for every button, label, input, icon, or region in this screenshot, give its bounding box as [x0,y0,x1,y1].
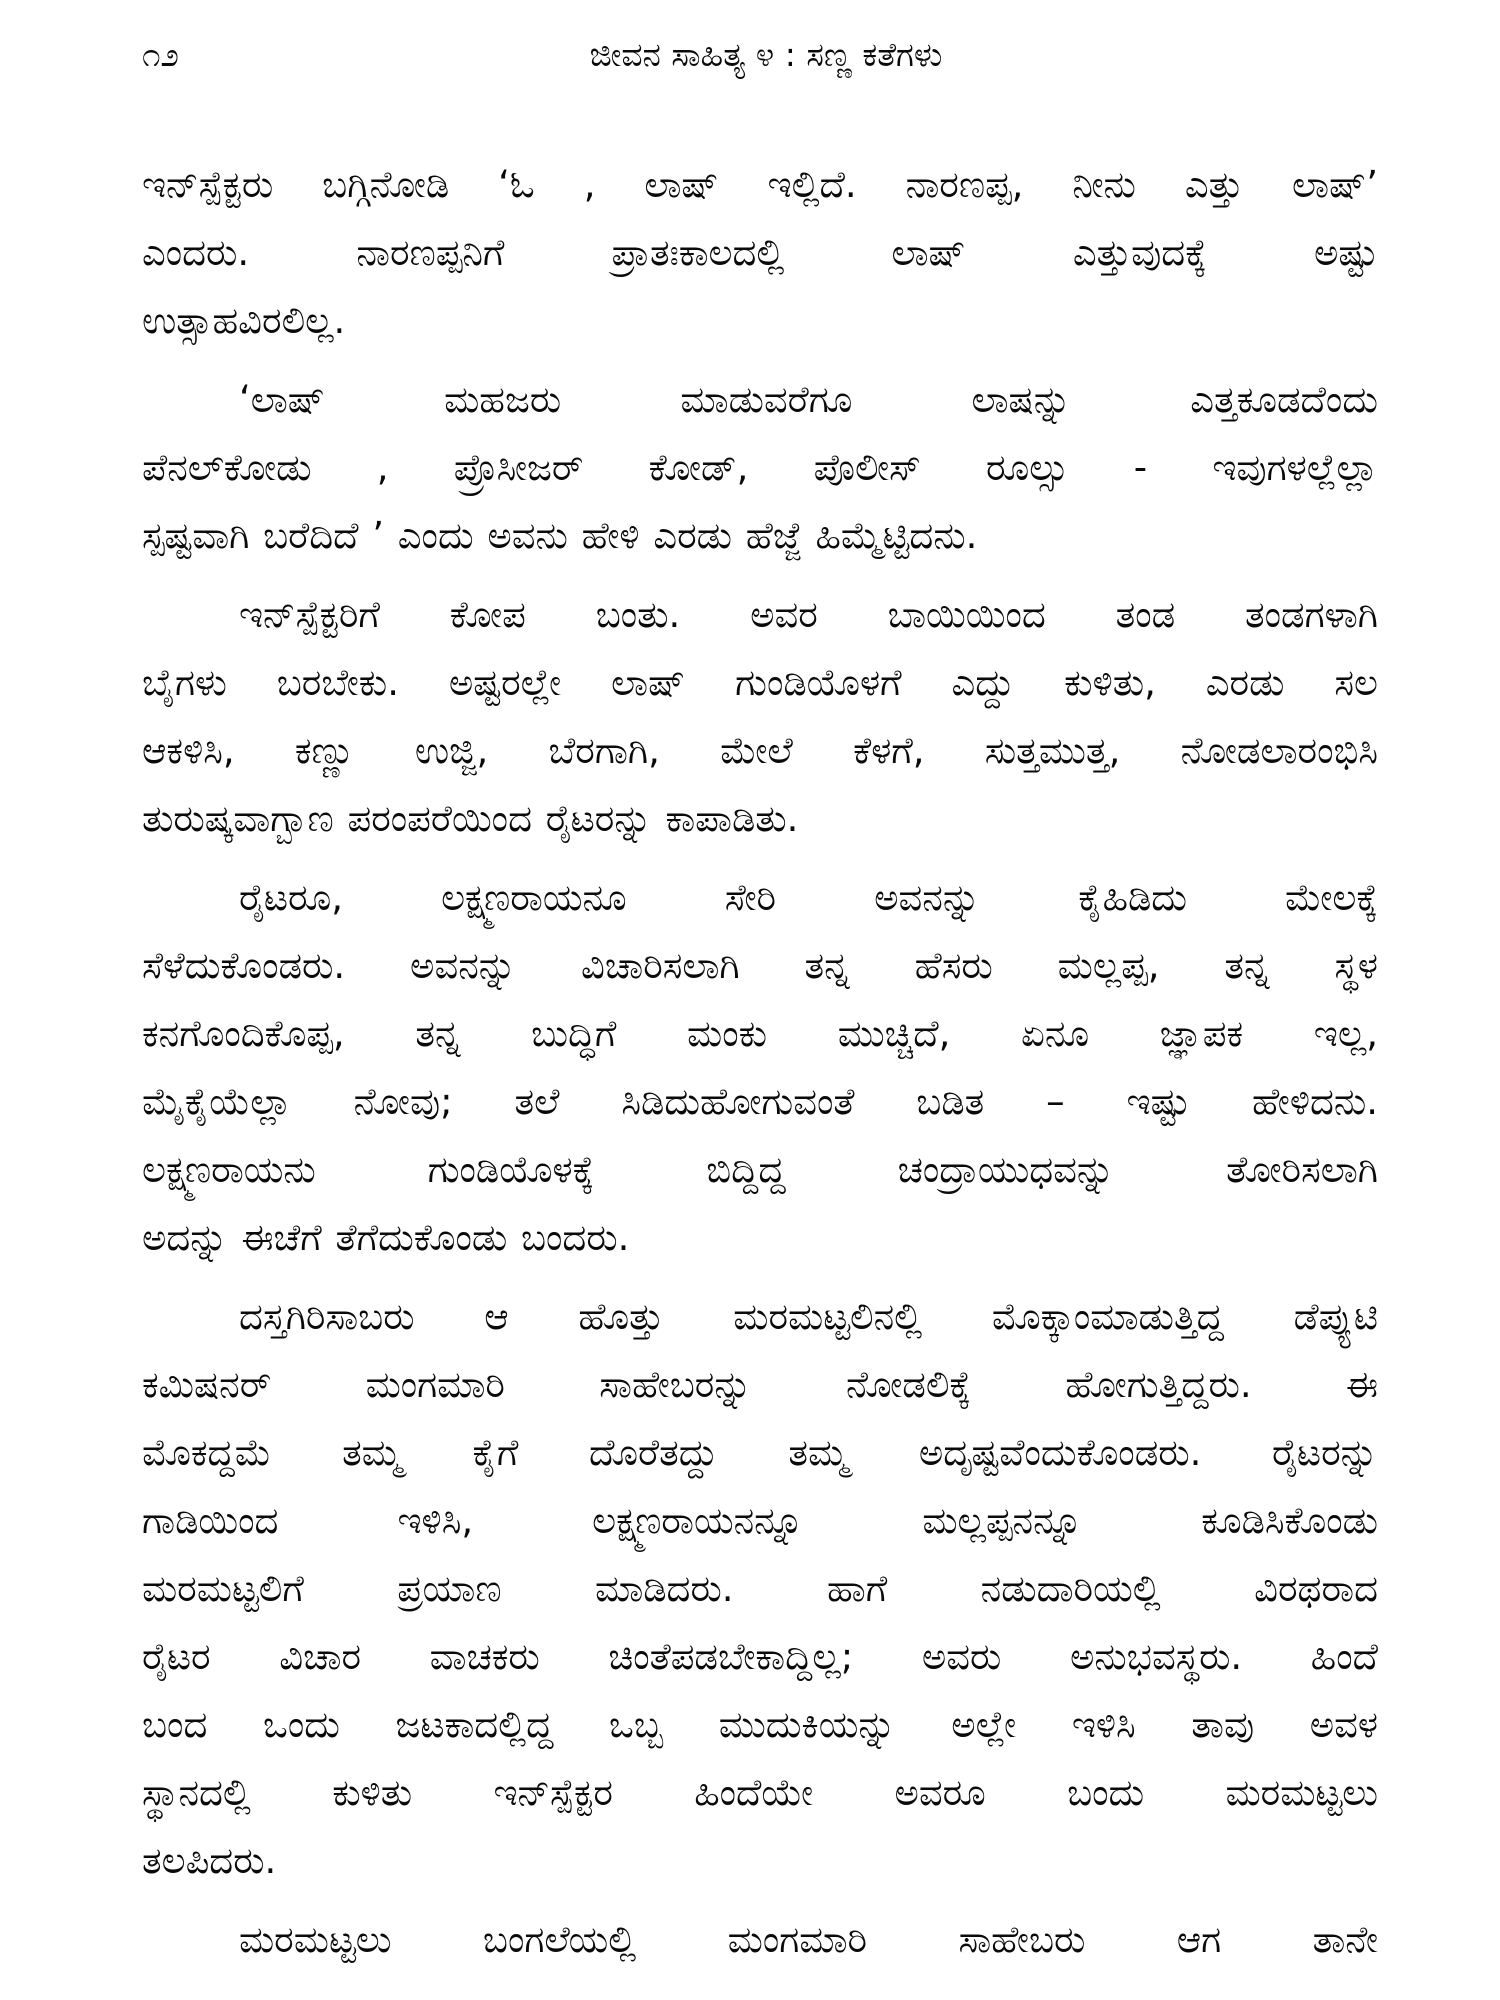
text-line: ಅದನ್ನು ಈಚೆಗೆ ತೆಗೆದುಕೊಂಡು ಬಂದರು. [142,1216,630,1259]
page-header [142,30,1378,80]
text-line: ರೈಟರೂ, ಲಕ್ಷ್ಮಣರಾಯನೂ ಸೇರಿ ಅವನನ್ನು ಕೈಹಿಡಿದು ಮೇಲಕ್ಕೆ [239,876,1378,919]
paragraph [142,864,1378,1272]
running-title: ಜೀವನ ಸಾಹಿತ್ಯ ೪ : ಸಣ್ಣ ಕತೆಗಳು [589,35,943,74]
paragraph [142,581,1378,853]
text-line: ಸ್ಪಷ್ಟವಾಗಿ ಬರೆದಿದೆ ’ ಎಂದು ಅವನು ಹೇಳಿ ಎರಡು ಹೆಜ್ಜೆ ಹಿಮ್ಮೆಟ್ಟಿದನು. [142,514,978,557]
text-line: ಮೊಕದ್ದಮೆ ತಮ್ಮ ಕೈಗೆ ದೊರೆತದ್ದು ತಮ್ಮ ಅದೃಷ್ಟವೆಂದುಕೊಂಡರು. ರೈಟರನ್ನು [142,1431,1378,1474]
text-line: ತುರುಷ್ಕವಾಗ್ಬಾಣ ಪರಂಪರೆಯಿಂದ ರೈಟರನ್ನು ಕಾಪಾಡಿತು. [142,797,799,840]
text-line: ಉತ್ಸಾಹವಿರಲಿಲ್ಲ. [142,299,346,342]
text-line: ಲಕ್ಷ್ಮಣರಾಯನು ಗುಂಡಿಯೊಳಕ್ಕೆ ಬಿದ್ದಿದ್ದ ಚಂದ್ರಾಯುಧವನ್ನು ತೋರಿಸಲಾಗಿ [142,1148,1378,1191]
paragraph [142,1283,1378,1895]
text-line: ಗಾಡಿಯಿಂದ ಇಳಿಸಿ, ಲಕ್ಷ್ಮಣರಾಯನನ್ನೂ ಮಲ್ಲಪ್ಪನನ್ನೂ ಕೂಡಿಸಿಕೊಂಡು [142,1499,1378,1542]
text-line: ‘ಲಾಷ್ ಮಹಜರು ಮಾಡುವರೆಗೂ ಲಾಷನ್ನು ಎತ್ತಕೂಡದೆಂದು [239,378,1378,421]
text-line: ಮರಮಟ್ಟಲು ಬಂಗಲೆಯಲ್ಲಿ ಮಂಗಮಾರಿ ಸಾಹೇಬರು ಆಗ ತಾನೇ [239,1918,1378,1961]
text-line: ತಲಪಿದರು. [142,1839,277,1882]
page-number: ೧೨ [142,35,179,74]
text-line: ಪೆನಲ್‌ಕೋಡು , ಪ್ರೊಸೀಜರ್ ಕೋಡ್, ಪೊಲೀಸ್ ರೂಲ್ಸು - ಇವುಗಳಲ್ಲೆಲ್ಲಾ [142,446,1378,489]
text-line: ಸ್ಥಾನದಲ್ಲಿ ಕುಳಿತು ಇನ್‌ಸ್ಪೆಕ್ಟರ ಹಿಂದೆಯೇ ಅವರೂ ಬಂದು ಮರಮಟ್ಟಲು [142,1771,1378,1814]
paragraph [142,151,1378,355]
text-line: ಇನ್‌ಸ್ಪೆಕ್ಟರು ಬಗ್ಗಿನೋಡಿ ‘ಓ , ಲಾಷ್ ಇಲ್ಲಿದೆ. ನಾರಣಪ್ಪ, ನೀನು ಎತ್ತು ಲಾಷ್’ [142,163,1378,206]
text-line: ಕನಗೊಂದಿಕೊಪ್ಪ, ತನ್ನ ಬುದ್ಧಿಗೆ ಮಂಕು ಮುಚ್ಚಿದೆ, ಏನೂ ಜ್ಞಾಪಕ ಇಲ್ಲ, [142,1012,1378,1055]
text-line: ಎಂದರು. ನಾರಣಪ್ಪನಿಗೆ ಪ್ರಾತಃಕಾಲದಲ್ಲಿ ಲಾಷ್ ಎತ್ತುವುದಕ್ಕೆ ಅಷ್ಟು [142,231,1378,274]
text-line: ಮೈಕೈಯೆಲ್ಲಾ ನೋವು; ತಲೆ ಸಿಡಿದುಹೋಗುವಂತೆ ಬಡಿತ – ಇಷ್ಟು ಹೇಳಿದನು. [142,1080,1378,1123]
paragraph [142,1906,1378,1974]
text-line: ಬಂದ ಒಂದು ಜಟಕಾದಲ್ಲಿದ್ದ ಒಬ್ಬ ಮುದುಕಿಯನ್ನು ಅಲ್ಲೇ ಇಳಿಸಿ ತಾವು ಅವಳ [142,1703,1378,1746]
text-line: ಕಮಿಷನರ್ ಮಂಗಮಾರಿ ಸಾಹೇಬರನ್ನು ನೋಡಲಿಕ್ಕೆ ಹೋಗುತ್ತಿದ್ದರು. ಈ [142,1363,1378,1406]
text-line: ಮರಮಟ್ಟಲಿಗೆ ಪ್ರಯಾಣ ಮಾಡಿದರು. ಹಾಗೆ ನಡುದಾರಿಯಲ್ಲಿ ವಿರಥರಾದ [142,1567,1378,1610]
text-line: ಆಕಳಿಸಿ, ಕಣ್ಣು ಉಜ್ಜಿ, ಬೆರಗಾಗಿ, ಮೇಲೆ ಕೆಳಗೆ, ಸುತ್ತಮುತ್ತ, ನೋಡಲಾರಂಭಿಸಿ [142,729,1378,772]
text-line: ಬೈಗಳು ಬರಬೇಕು. ಅಷ್ಟರಲ್ಲೇ ಲಾಷ್ ಗುಂಡಿಯೊಳಗೆ ಎದ್ದು ಕುಳಿತು, ಎರಡು ಸಲ [142,661,1378,704]
body-text [142,151,1378,1974]
text-line: ಸೆಳೆದುಕೊಂಡರು. ಅವನನ್ನು ವಿಚಾರಿಸಲಾಗಿ ತನ್ನ ಹೆಸರು ಮಲ್ಲಪ್ಪ, ತನ್ನ ಸ್ಥಳ [142,944,1378,987]
text-line: ದಸ್ತಗಿರಿಸಾಬರು ಆ ಹೊತ್ತು ಮರಮಟ್ಟಲಿನಲ್ಲಿ ಮೊಕ್ಕಾಂಮಾಡುತ್ತಿದ್ದ ಡೆಪ್ಯುಟಿ [239,1295,1378,1338]
text-line: ರೈಟರ ವಿಚಾರ ವಾಚಕರು ಚಿಂತೆಪಡಬೇಕಾದ್ದಿಲ್ಲ; ಅವರು ಅನುಭವಸ್ಥರು. ಹಿಂದೆ [142,1635,1378,1678]
paragraph [142,366,1378,570]
text-line: ಇನ್‌ಸ್ಪೆಕ್ಟರಿಗೆ ಕೋಪ ಬಂತು. ಅವರ ಬಾಯಿಯಿಂದ ತಂಡ ತಂಡಗಳಾಗಿ [239,593,1378,636]
